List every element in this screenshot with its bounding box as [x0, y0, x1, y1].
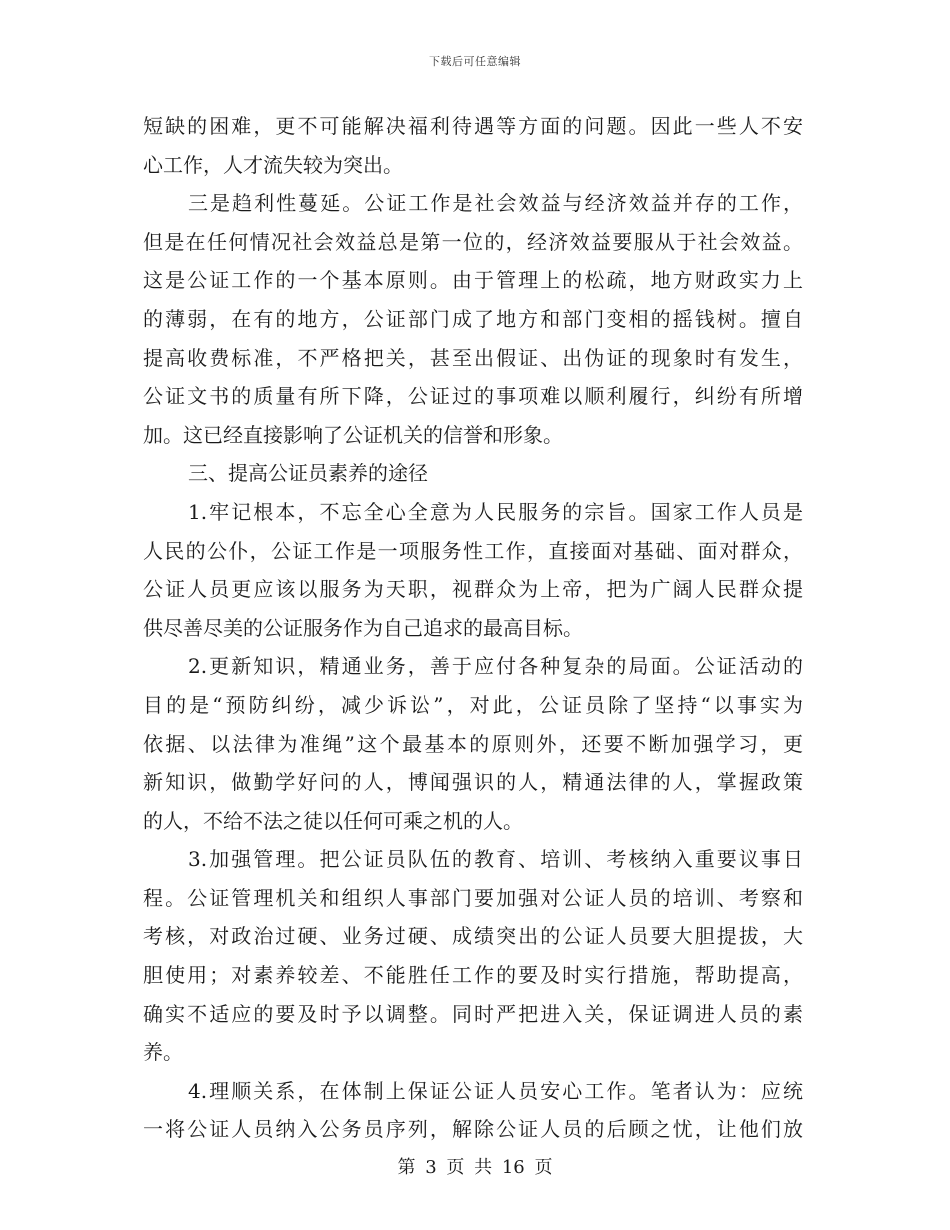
text-line: 加。这已经直接影响了公证机关的信誉和形象。	[143, 422, 563, 447]
text-line: 的薄弱，在有的地方，公证部门成了地方和部门变相的摇钱树。擅自	[143, 306, 803, 331]
text-line: 依据、以法律为准绳”这个最基本的原则外，还要不断加强学习，更	[143, 731, 803, 756]
text-line: 人民的公仆，公证工作是一项服务性工作，直接面对基础、面对群众，	[143, 538, 803, 563]
text-line: 提高收费标准，不严格把关，甚至出假证、出伪证的现象时有发生，	[143, 345, 803, 370]
text-line: 4.理顺关系，在体制上保证公证人员安心工作。笔者认为：应统	[188, 1078, 803, 1103]
text-line: 这是公证工作的一个基本原则。由于管理上的松疏，地方财政实力上	[143, 268, 803, 293]
text-line: 3.加强管理。把公证员队伍的教育、培训、考核纳入重要议事日	[188, 847, 803, 872]
text-line: 心工作，人才流失较为突出。	[143, 152, 403, 177]
page-footer: 第 3 页 共 16 页	[397, 1157, 553, 1178]
text-line: 但是在任何情况社会效益总是第一位的，经济效益要服从于社会效益。	[143, 229, 803, 254]
text-line: 短缺的困难，更不可能解决福利待遇等方面的问题。因此一些人不安	[143, 114, 803, 138]
text-line: 胆使用；对素养较差、不能胜任工作的要及时实行措施，帮助提高，	[143, 963, 803, 988]
page-header: 下载后可任意编辑	[429, 55, 521, 68]
text-line: 公证人员更应该以服务为天职，视群众为上帝，把为广阔人民群众提	[143, 577, 803, 602]
text-line: 三是趋利性蔓延。公证工作是社会效益与经济效益并存的工作，	[188, 191, 803, 216]
text-line: 1.牢记根本，不忘全心全意为人民服务的宗旨。国家工作人员是	[188, 499, 803, 524]
text-line: 程。公证管理机关和组织人事部门要加强对公证人员的培训、考察和	[143, 885, 803, 910]
text-line: 一将公证人员纳入公务员序列，解除公证人员的后顾之忧，让他们放	[143, 1117, 803, 1142]
text-line: 新知识，做勤学好问的人，博闻强识的人，精通法律的人，掌握政策	[143, 770, 803, 795]
text-line: 确实不适应的要及时予以调整。同时严把进入关，保证调进人员的素	[143, 1001, 803, 1026]
text-line: 考核，对政治过硬、业务过硬、成绩突出的公证人员要大胆提拔，大	[143, 924, 803, 949]
text-line: 供尽善尽美的公证服务作为自己追求的最高目标。	[143, 615, 583, 640]
body-text	[143, 107, 803, 1149]
text-line: 2.更新知识，精通业务，善于应付各种复杂的局面。公证活动的	[188, 654, 803, 679]
text-line: 养。	[143, 1040, 183, 1065]
text-line: 的人，不给不法之徒以任何可乘之机的人。	[143, 808, 523, 833]
text-line: 三、提高公证员素养的途径	[188, 461, 428, 486]
text-line: 公证文书的质量有所下降，公证过的事项难以顺利履行，纠纷有所增	[143, 384, 803, 409]
text-line: 目的是“预防纠纷，减少诉讼”，对此，公证员除了坚持“以事实为	[143, 692, 803, 717]
